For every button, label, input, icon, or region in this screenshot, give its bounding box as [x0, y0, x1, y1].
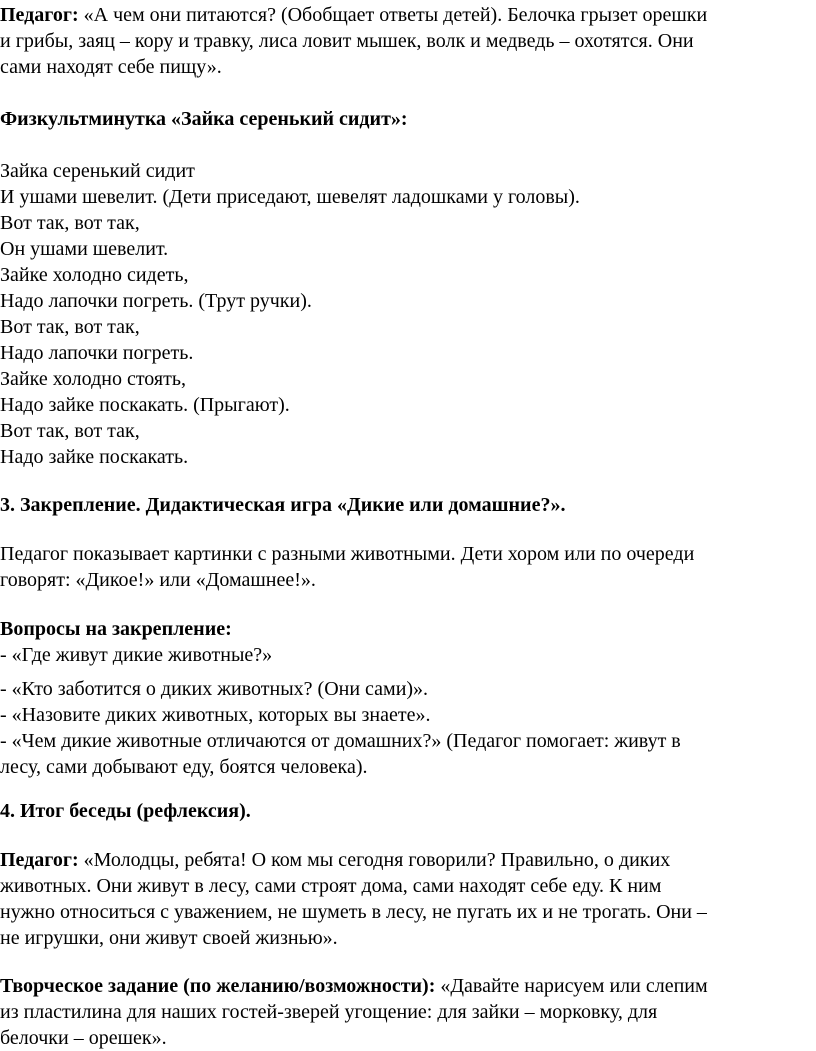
- intro-line-2: и грибы, заяц – кору и травку, лиса ловит мышек, волк и медведь – охотятся. Они: [0, 30, 694, 52]
- section-3-para-line-2: говорят: «Дикое!» или «Домашнее!».: [0, 569, 316, 591]
- creative-line-1: [0, 973, 708, 999]
- physminute-heading: Физкультминутка «Зайка серенький сидит»:: [0, 108, 408, 130]
- question-item: - «Назовите диких животных, которых вы знаете».: [0, 704, 431, 726]
- verse-line: Зайка серенький сидит: [0, 160, 195, 182]
- question-item: - «Кто заботится о диких животных? (Они сами)».: [0, 678, 429, 700]
- section-4-line-1: [0, 847, 670, 873]
- question-item: - «Где живут дикие животные?»: [0, 644, 273, 666]
- intro-line-3: сами находят себе пищу».: [0, 56, 222, 78]
- verse-line: Надо лапочки погреть.: [0, 342, 194, 364]
- section-4-line-3: нужно относиться с уважением, не шуметь в лесу, не пугать их и не трогать. Они –: [0, 901, 707, 923]
- section-4-line-1-text: «Молодцы, ребята! О ком мы сегодня говорили? Правильно, о диких: [78, 849, 671, 871]
- verse-line: И ушами шевелит. (Дети приседают, шевелят ладошками у головы).: [0, 186, 580, 208]
- question-item-continuation: лесу, сами добывают еду, боятся человека).: [0, 756, 368, 778]
- section-4-line-4: не игрушки, они живут своей жизнью».: [0, 927, 338, 949]
- verse-line: Надо зайке поскакать. (Прыгают).: [0, 394, 290, 416]
- creative-line-2: из пластилина для наших гостей-зверей угощение: для зайки – морковку, для: [0, 1001, 658, 1023]
- question-item: - «Чем дикие животные отличаются от домашних?» (Педагог помогает: живут в: [0, 730, 681, 752]
- intro-line-1-text: «А чем они питаются? (Обобщает ответы детей). Белочка грызет орешки: [78, 4, 708, 26]
- creative-heading: Творческое задание (по желанию/возможности):: [0, 975, 436, 997]
- verse-line: Он ушами шевелит.: [0, 238, 169, 260]
- intro-line-1: [0, 2, 707, 28]
- verse-line: Вот так, вот так,: [0, 212, 140, 234]
- verse-line: Надо зайке поскакать.: [0, 446, 189, 468]
- verse-line: Вот так, вот так,: [0, 316, 140, 338]
- questions-heading: Вопросы на закрепление:: [0, 618, 232, 640]
- section-3-para-line-1: Педагог показывает картинки с разными животными. Дети хором или по очереди: [0, 543, 695, 565]
- verse-line: Вот так, вот так,: [0, 420, 140, 442]
- section-4-heading: 4. Итог беседы (рефлексия).: [0, 800, 251, 822]
- section-4-line-2: животных. Они живут в лесу, сами строят дома, сами находят себе еду. К ним: [0, 875, 662, 897]
- creative-line-1-text: «Давайте нарисуем или слепим: [435, 975, 708, 997]
- intro-speaker: Педагог:: [0, 4, 79, 26]
- verse-line: Надо лапочки погреть. (Трут ручки).: [0, 290, 312, 312]
- verse-line: Зайке холодно сидеть,: [0, 264, 189, 286]
- verse-line: Зайке холодно стоять,: [0, 368, 186, 390]
- section-4-speaker: Педагог:: [0, 849, 79, 871]
- creative-line-3: белочки – орешек».: [0, 1027, 167, 1049]
- section-3-heading: 3. Закрепление. Дидактическая игра «Дикие или домашние?».: [0, 494, 566, 516]
